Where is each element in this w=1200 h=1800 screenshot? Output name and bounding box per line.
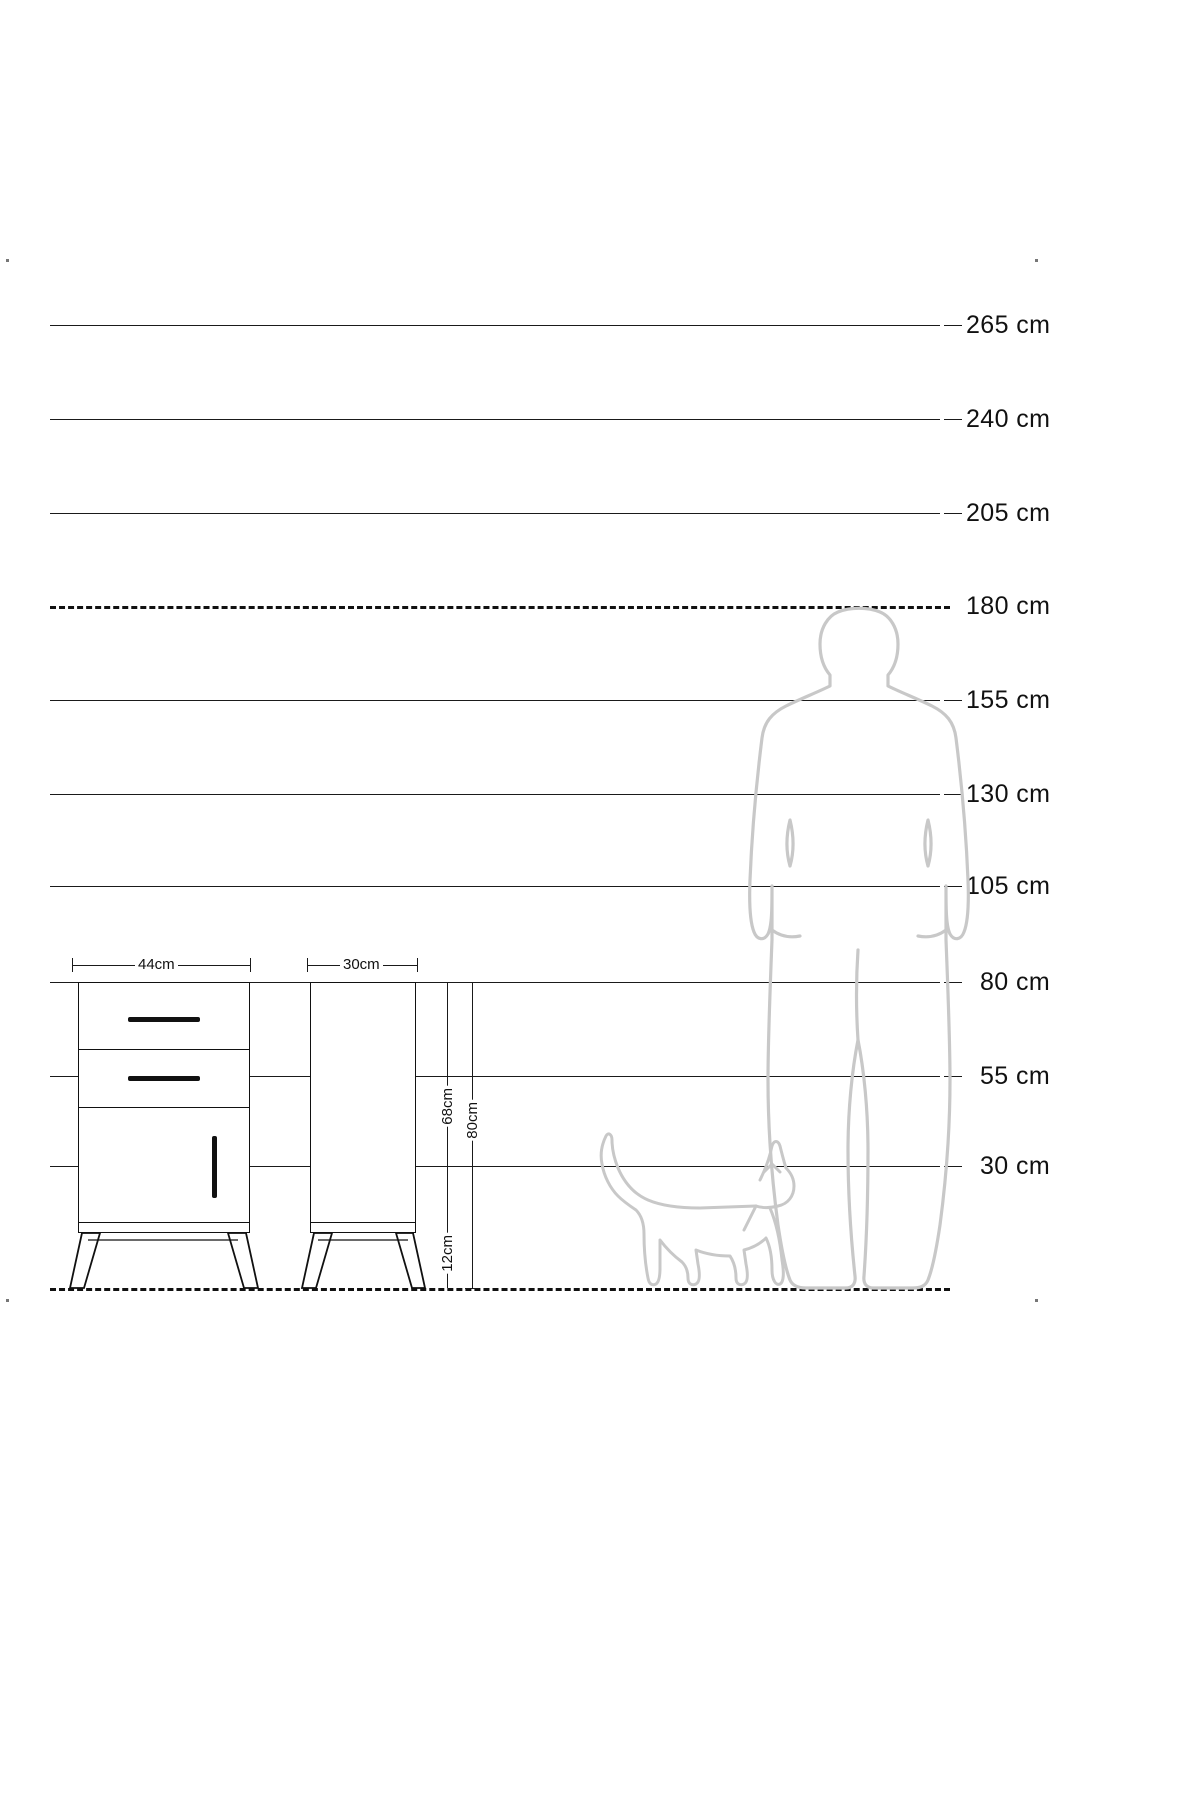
scale-line-180	[50, 606, 950, 609]
corner-dot-bottom-right	[1035, 1299, 1038, 1302]
nightstand-drawer-handle-1	[128, 1017, 200, 1022]
scale-tick-265	[944, 325, 962, 326]
scale-label-180: 180 cm	[966, 592, 1051, 620]
scale-line-240	[50, 419, 940, 420]
corner-dot-bottom-left	[6, 1299, 9, 1302]
dim-cap-body-top	[440, 982, 454, 983]
scale-label-105: 105 cm	[966, 872, 1051, 900]
scale-label-55: 55 cm	[980, 1062, 1051, 1090]
scale-tick-205	[944, 513, 962, 514]
scale-tick-155	[944, 700, 962, 701]
scale-line-105	[50, 886, 940, 887]
scale-label-265: 265 cm	[966, 311, 1051, 339]
nightstand-drawer-handle-2	[128, 1076, 200, 1081]
scale-label-30: 30 cm	[980, 1152, 1051, 1180]
scale-tick-240	[944, 419, 962, 420]
dim-cap-cabinet-right	[417, 958, 418, 972]
nightstand-door-handle	[212, 1136, 217, 1198]
corner-dot-top-left	[6, 259, 9, 262]
dim-cap-nightstand-right	[250, 958, 251, 972]
nightstand-divider-2	[78, 1107, 250, 1108]
scale-line-265	[50, 325, 940, 326]
scale-label-130: 130 cm	[966, 780, 1051, 808]
scale-label-205: 205 cm	[966, 499, 1051, 527]
scale-tick-30	[944, 1166, 962, 1167]
dim-label-cabinet-body-height: 68cm	[439, 1088, 456, 1125]
scale-tick-80	[944, 982, 962, 983]
dim-label-cabinet-width: 30cm	[340, 956, 383, 973]
scale-line-155	[50, 700, 940, 701]
nightstand-divider-1	[78, 1049, 250, 1050]
scale-label-155: 155 cm	[966, 686, 1051, 714]
cabinet-body	[310, 982, 416, 1233]
scale-line-205	[50, 513, 940, 514]
scale-tick-105	[944, 886, 962, 887]
corner-dot-top-right	[1035, 259, 1038, 262]
scale-tick-55	[944, 1076, 962, 1077]
scale-label-240: 240 cm	[966, 405, 1051, 433]
dim-label-nightstand-width: 44cm	[135, 956, 178, 973]
dim-cap-total-top	[465, 982, 479, 983]
cabinet-legs	[302, 1233, 425, 1288]
dim-label-leg-height: 12cm	[439, 1235, 456, 1272]
dim-cap-nightstand-left	[72, 958, 73, 972]
scale-label-80: 80 cm	[980, 968, 1051, 996]
dim-cap-cabinet-left	[307, 958, 308, 972]
nightstand-legs	[70, 1233, 258, 1288]
cat-silhouette	[601, 1134, 794, 1285]
dim-label-cabinet-total-height: 80cm	[464, 1102, 481, 1139]
scale-line-130	[50, 794, 940, 795]
ground-line	[50, 1288, 950, 1291]
nightstand-divider-3	[78, 1222, 250, 1223]
dim-cap-total-bottom	[465, 1288, 479, 1289]
scale-tick-130	[944, 794, 962, 795]
human-silhouette	[750, 608, 969, 1288]
cabinet-divider	[310, 1222, 416, 1223]
